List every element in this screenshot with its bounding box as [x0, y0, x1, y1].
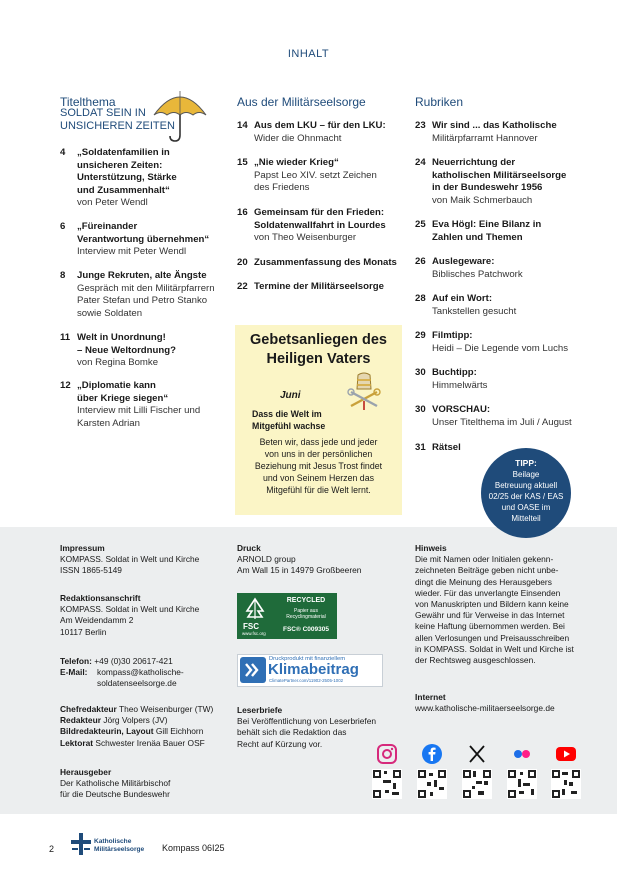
toc-entry[interactable]	[415, 120, 585, 145]
page-number: 4	[60, 147, 66, 158]
leserbriefe-block: Leserbriefe Bei Veröffentlichung von Leserbriefen behält sich die Redaktion das Recht auf Kürzung vor.	[237, 705, 377, 749]
cross-logo-icon	[70, 832, 92, 856]
entry-title: Aus dem LKU – für den LKU:	[254, 120, 386, 131]
entry-title: VORSCHAU:	[432, 404, 491, 415]
entry-subtitle: von Regina Bomke	[77, 357, 159, 368]
toc-entry[interactable]	[237, 281, 407, 294]
page-number: 28	[415, 293, 426, 304]
klima-top: Druckprodukt mit finanziellem	[269, 656, 346, 662]
instagram-icon[interactable]	[376, 743, 398, 765]
tip-label: TIPP:	[515, 458, 537, 468]
toc-entry[interactable]	[237, 157, 407, 195]
entry-title: über Kriege siegen“	[77, 392, 169, 404]
entry-subtitle: Biblisches Patchwork	[432, 268, 523, 280]
page-number: 23	[415, 120, 426, 131]
entry-title: Eva Högl: Eine Bilanz in	[432, 219, 542, 230]
page-number: 6	[60, 221, 66, 232]
page-number: 12	[60, 380, 71, 391]
page-number: 22	[237, 281, 248, 292]
toc-entry[interactable]	[415, 442, 585, 455]
entry-title: Gemeinsam für den Frieden:	[254, 207, 385, 218]
page-number: 24	[415, 157, 426, 168]
tip-body: Beilage Betreuung aktuell 02/25 der KAS / EAS und OASE im Mittelteil	[488, 470, 564, 523]
entry-subtitle: Heidi – Die Legende vom Luchs	[432, 342, 568, 354]
prayer-title: Gebetsanliegen des Heiligen Vaters	[250, 332, 387, 367]
entry-title: Auslegeware:	[432, 256, 495, 267]
entry-title: Wir sind ... das Katholische	[432, 120, 557, 131]
entry-subtitle: Papst Leo XIV. setzt Zeichen	[254, 169, 377, 181]
entry-subtitle: des Friedens	[254, 182, 310, 193]
column-title-titelthema: Titelthema	[60, 95, 116, 109]
page-number-footer: 2	[49, 844, 55, 854]
entry-subtitle: Interview mit Peter Wendl	[77, 246, 187, 257]
entry-title: „Füreinander	[77, 221, 138, 232]
papal-emblem-icon	[343, 372, 385, 412]
theme-subtitle-line: SOLDAT SEIN IN	[60, 107, 146, 119]
entry-subtitle: Unser Titelthema im Juli / August	[432, 416, 572, 428]
entry-title: Filmtipp:	[432, 330, 473, 341]
theme-subtitle-line: UNSICHEREN ZEITEN	[60, 120, 175, 132]
entry-title: Auf ein Wort:	[432, 293, 493, 304]
page-title: INHALT	[287, 48, 330, 60]
entry-subtitle: Pater Stefan und Petro Stanko	[77, 295, 208, 306]
toc-entry[interactable]	[415, 330, 585, 355]
entry-title: Verantwortung übernehmen“	[77, 233, 210, 245]
fsc-description: Papier aus Recyclingmaterial	[286, 608, 326, 620]
toc-entry[interactable]	[237, 257, 407, 270]
toc-entry[interactable]	[415, 293, 585, 318]
entry-title: Zahlen und Themen	[432, 231, 523, 243]
entry-title: katholischen Militärseelsorge	[432, 169, 567, 181]
website-link[interactable]: www.katholische-militaerseelsorge.de	[415, 703, 555, 714]
impressum-block: Impressum KOMPASS. Soldat in Welt und Kirche ISSN 1865-5149	[60, 543, 230, 577]
page-number: 26	[415, 256, 426, 267]
toc-entry[interactable]	[237, 207, 407, 245]
page-number: 25	[415, 219, 426, 230]
fsc-logo-text: FSC	[243, 622, 259, 631]
page-number: 15	[237, 157, 248, 168]
qr-code-facebook[interactable]	[417, 769, 447, 799]
page-number: 30	[415, 367, 426, 378]
staff-block: Chefredakteur Theo Weisenburger (TW) Redakteur Jörg Volpers (JV) Bildredakteurin, Layout Gill Eichhorn Lektorat Schwester Irenäa Bauer OSF	[60, 704, 214, 748]
fsc-site: www.fsc.org	[242, 631, 266, 636]
entry-title: Welt in Unordnung!	[77, 332, 166, 343]
column-title-rubriken: Rubriken	[415, 95, 464, 109]
hinweis-block: Hinweis Die mit Namen oder Initialen gekenn- zeichneten Beiträge geben nicht unbe- dingt die Meinung des Herausgebers wieder. Für das unverlangte Einsenden von Manuskripten und Bildern kann keine Gewähr und für Verweise in das Internet keine Haftung übernommen werden. Bei allen Verlosungen und Preisausschreiben in KOMPASS. Soldat in Welt und Kirche ist der Rechtsweg ausgeschlossen.	[415, 543, 574, 666]
entry-title: Neuerrichtung der	[432, 157, 516, 168]
entry-subtitle: Gespräch mit den Militärpfarrern	[77, 282, 215, 294]
toc-entry[interactable]	[415, 219, 585, 244]
page-number: 16	[237, 207, 248, 218]
qr-code-instagram[interactable]	[372, 769, 402, 799]
qr-code-youtube[interactable]	[551, 769, 581, 799]
impressum-heading: Impressum	[60, 543, 105, 553]
toc-entry[interactable]	[60, 221, 220, 259]
facebook-icon[interactable]	[421, 743, 443, 765]
entry-title: in der Bundeswehr 1956	[432, 182, 543, 193]
entry-subtitle: Wider die Ohnmacht	[254, 132, 342, 144]
umbrella-icon	[150, 85, 210, 145]
column-title-militaerseelsorge: Aus der Militärseelsorge	[237, 95, 366, 109]
redaktion-block: Redaktionsanschrift KOMPASS. Soldat in Welt und Kirche Am Weidendamm 2 10117 Berlin	[60, 593, 230, 638]
publisher-block: Herausgeber Der Katholische Militärbischof für die Deutsche Bundeswehr	[60, 767, 171, 800]
tip-badge	[481, 448, 571, 538]
entry-title: und Zusammenhalt“	[77, 184, 170, 196]
entry-subtitle: von Peter Wendl	[77, 197, 148, 208]
climate-partner-icon	[240, 657, 266, 683]
issue-label: Kompass 06I25	[162, 843, 225, 853]
prayer-body: Beten wir, dass jede und jeder von uns in der persönlichen Beziehung mit Jesus Trost findet und von Seinem Herzen das Mitgefühl für die Welt lernt.	[254, 437, 383, 495]
entry-subtitle: Tankstellen gesucht	[432, 305, 517, 317]
toc-entry[interactable]	[60, 380, 225, 430]
fsc-recycled: RECYCLED	[286, 597, 326, 604]
klimabeitrag-label	[237, 654, 383, 687]
youtube-icon[interactable]	[555, 743, 577, 765]
toc-entry[interactable]	[415, 256, 585, 281]
entry-subtitle: von Maik Schmerbauch	[432, 194, 533, 206]
qr-code-x[interactable]	[462, 769, 492, 799]
fsc-label	[237, 593, 337, 639]
fsc-code: FSC® C009305	[283, 626, 329, 633]
entry-title: „Diplomatie kann	[77, 380, 156, 391]
page-number: 20	[237, 257, 248, 268]
prayer-month: Juni	[280, 390, 301, 401]
klima-bottom: ClimatePartner.com/11902-2505-1002	[269, 678, 344, 683]
toc-entry[interactable]	[415, 367, 585, 392]
entry-title: „Nie wieder Krieg“	[254, 157, 339, 168]
page-number: 8	[60, 270, 66, 281]
phone-number[interactable]: +49 (0)30 20617-421	[94, 656, 173, 666]
entry-title: Zusammenfassung des Monats	[254, 257, 397, 268]
entry-title: Rätsel	[432, 442, 461, 453]
entry-subtitle: Militärpfarramt Hannover	[432, 132, 538, 144]
page-number: 30	[415, 404, 426, 415]
entry-title: Junge Rekruten, alte Ängste	[77, 270, 207, 281]
logo-text: Katholische Militärseelsorge	[94, 838, 145, 853]
entry-title: Termine der Militärseelsorge	[254, 281, 384, 292]
prayer-box	[235, 325, 402, 515]
email-link[interactable]: kompass@katholische- soldatenseelsorge.de	[97, 667, 184, 689]
qr-code-flickr[interactable]	[507, 769, 537, 799]
prayer-subtitle: Dass die Welt im Mitgefühl wachse	[252, 409, 326, 431]
entry-title: Soldatenwallfahrt in Lourdes	[254, 219, 386, 231]
entry-title: – Neue Weltordnung?	[77, 344, 176, 356]
entry-subtitle: sowie Soldaten	[77, 307, 143, 319]
klima-main: Klimabeitrag	[268, 661, 359, 678]
toc-entry[interactable]	[60, 270, 235, 320]
x-icon[interactable]	[466, 743, 488, 765]
entry-subtitle: Interview mit Lilli Fischer und	[77, 405, 201, 416]
entry-title: „Soldatenfamilien in	[77, 147, 170, 158]
entry-subtitle: von Theo Weisenburger	[254, 232, 357, 243]
internet-block: Internet www.katholische-militaerseelsorge.de	[415, 692, 605, 714]
toc-entry[interactable]	[415, 404, 590, 429]
toc-entry[interactable]	[60, 332, 220, 370]
entry-title: unsicheren Zeiten:	[77, 159, 163, 171]
redaktion-heading: Redaktionsanschrift	[60, 593, 141, 603]
flickr-icon[interactable]	[511, 743, 533, 765]
entry-title: Unterstützung, Stärke	[77, 172, 177, 183]
page-number: 29	[415, 330, 426, 341]
druck-block: Druck ARNOLD group Am Wall 15 in 14979 Großbeeren	[237, 543, 362, 576]
toc-entry[interactable]	[415, 157, 590, 207]
page-number: 11	[60, 332, 71, 343]
page-number: 14	[237, 120, 248, 131]
toc-entry[interactable]	[237, 120, 407, 145]
entry-subtitle: Karsten Adrian	[77, 417, 140, 429]
entry-title: Buchtipp:	[432, 367, 477, 378]
page-number: 31	[415, 442, 426, 453]
toc-entry[interactable]	[60, 147, 220, 210]
fsc-tree-icon	[243, 597, 267, 621]
entry-subtitle: Himmelwärts	[432, 379, 488, 391]
contact-block: Telefon: +49 (0)30 20617-421 E-Mail: kompass@katholische- soldatenseelsorge.de	[60, 656, 184, 689]
